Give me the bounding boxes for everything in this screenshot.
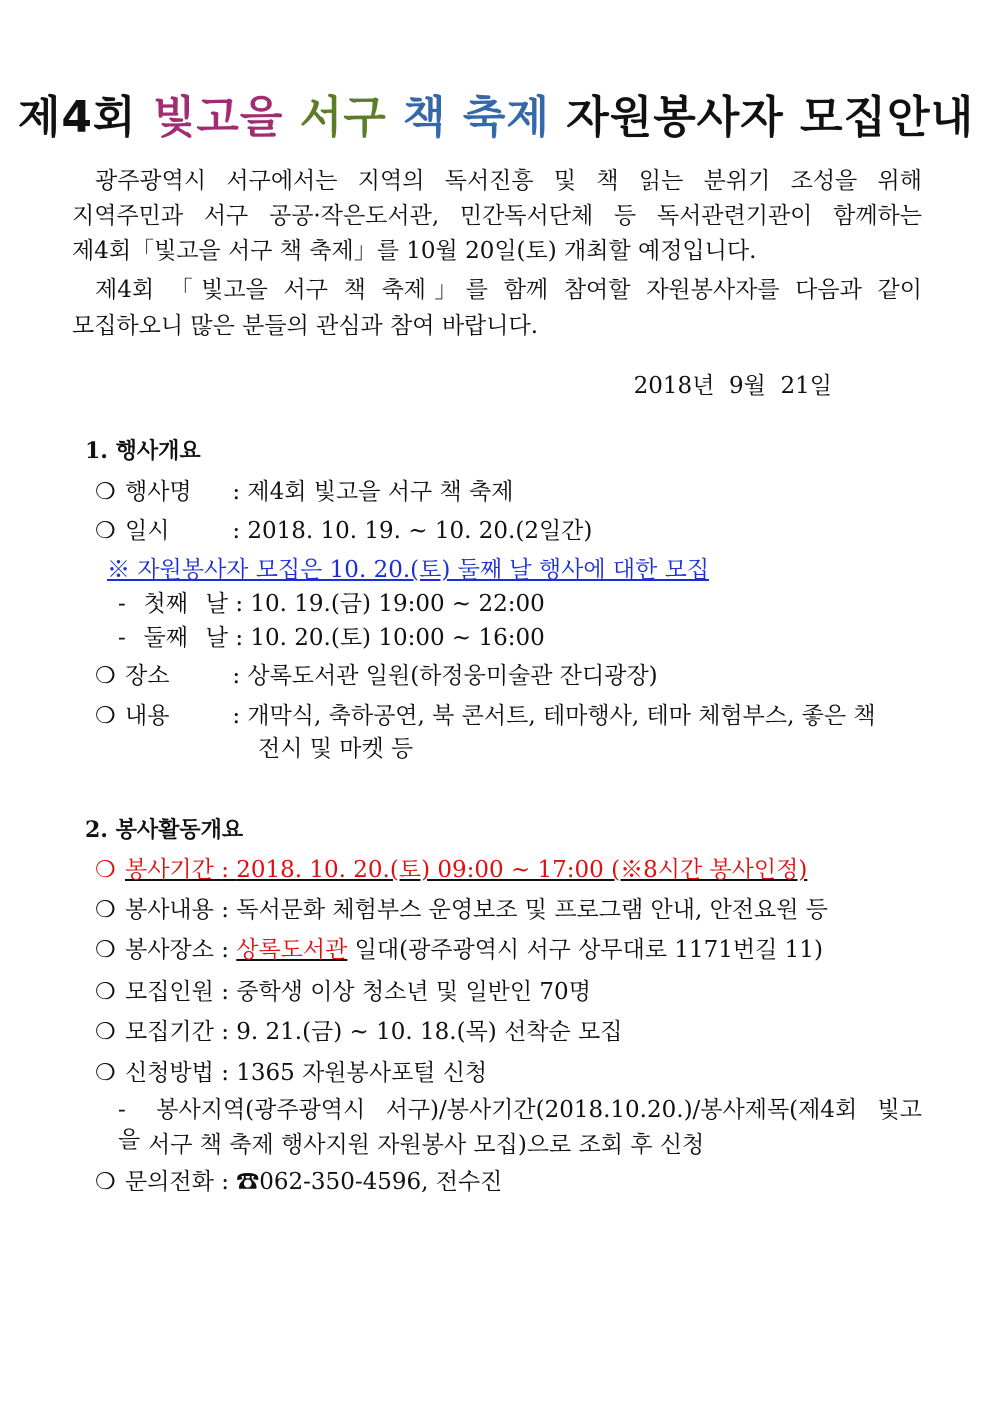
item-label: 봉사장소	[125, 937, 214, 963]
apply-method-item	[95, 1058, 487, 1088]
service-content-item	[95, 895, 828, 925]
colon: :	[221, 1169, 229, 1195]
intro-line: 모집하오니 많은 분들의 관심과 참여 바랍니다.	[72, 313, 539, 339]
item-value: 일대(광주광역시 서구 상무대로 1171번길 11)	[354, 937, 823, 963]
item-value: 상록도서관 일원(하정웅미술관 잔디광장)	[247, 663, 658, 689]
item-value: 2018. 10. 19. ~ 10. 20.(2일간)	[247, 518, 593, 544]
item-value: 2018. 10. 20.(토) 09:00 ~ 17:00 (※8시간 봉사인정)	[236, 857, 808, 883]
item-label: 일시	[125, 518, 170, 544]
item-value: 개막식, 축하공연, 북 콘서트, 테마행사, 테마 체험부스, 좋은 책	[247, 703, 876, 729]
item-value: 중학생 이상 청소년 및 일반인 70명	[236, 979, 591, 1005]
item-value: 독서문화 체험부스 운영보조 및 프로그램 안내, 안전요원 등	[236, 897, 828, 923]
item-label: 봉사내용	[125, 897, 214, 923]
circle-bullet-icon: ❍	[95, 479, 116, 505]
content-item	[95, 701, 876, 731]
circle-bullet-icon: ❍	[95, 663, 116, 689]
intro-line: 광주광역시 서구에서는 지역의 독서진흥 및 책 읽는 분위기 조성을 위해	[95, 168, 922, 194]
circle-bullet-icon: ❍	[95, 857, 116, 883]
intro-line: 제4회 「빛고을 서구 책 축제」를 함께 참여할 자원봉사자를 다음과 같이	[95, 277, 922, 303]
recruit-period-item	[95, 1017, 622, 1047]
volunteer-note: ※ 자원봉사자 모집은 10. 20.(토) 둘째 날 행사에 대한 모집	[107, 557, 710, 583]
colon: :	[221, 857, 229, 883]
colon: :	[232, 663, 241, 689]
colon: :	[221, 1019, 229, 1045]
event-date-item	[95, 516, 592, 546]
colon: :	[221, 937, 229, 963]
item-value: 1365 자원봉사포털 신청	[236, 1060, 488, 1086]
item-label: 장소	[125, 663, 170, 689]
circle-bullet-icon: ❍	[95, 703, 116, 729]
item-value: 9. 21.(금) ~ 10. 18.(목) 선착순 모집	[236, 1019, 623, 1045]
section-heading: 1. 행사개요	[85, 438, 201, 464]
page-title	[0, 88, 992, 148]
apply-detail-line: 서구 책 축제 행사지원 자원봉사 모집)으로 조회 후 신청	[148, 1132, 705, 1158]
item-label: 모집기간	[125, 1019, 214, 1045]
day-item	[118, 589, 545, 619]
item-value: 제4회 빛고을 서구 책 축제	[247, 479, 514, 505]
contact-item	[95, 1167, 502, 1197]
circle-bullet-icon: ❍	[95, 1169, 116, 1195]
intro-line: 제4회「빛고을 서구 책 축제」를 10월 20일(토) 개최할 예정입니다.	[72, 238, 757, 264]
content-item-continued: 전시 및 마켓 등	[258, 736, 414, 762]
circle-bullet-icon: ❍	[95, 979, 116, 1005]
colon: :	[235, 625, 244, 651]
title-part: 책 축제	[403, 92, 550, 143]
item-label: 내용	[125, 703, 170, 729]
day-item	[118, 623, 545, 653]
people-item	[95, 977, 591, 1007]
title-part: 제4회	[17, 92, 137, 143]
item-label: - 첫째 날	[118, 591, 228, 617]
title-part: 빛고을	[152, 92, 284, 143]
event-name-item	[95, 477, 513, 507]
item-label: - 둘째 날	[118, 625, 228, 651]
apply-detail-line: - 봉사지역(광주광역시 서구)/봉사기간(2018.10.20.)/봉사제목(제4회 빛고을	[118, 1097, 922, 1153]
circle-bullet-icon: ❍	[95, 1060, 116, 1086]
circle-bullet-icon: ❍	[95, 1019, 116, 1045]
colon: :	[232, 518, 241, 544]
colon: :	[221, 979, 229, 1005]
document-date: 2018년 9월 21일	[633, 373, 832, 399]
circle-bullet-icon: ❍	[95, 897, 116, 923]
service-place-item	[95, 935, 823, 965]
title-part: 자원봉사자 모집안내	[566, 92, 975, 143]
title-part: 서구	[299, 92, 387, 143]
intro-line: 지역주민과 서구 공공·작은도서관, 민간독서단체 등 독서관련기관이 함께하는	[72, 203, 922, 229]
section-heading: 2. 봉사활동개요	[85, 817, 244, 843]
colon: :	[221, 1060, 229, 1086]
circle-bullet-icon: ❍	[95, 937, 116, 963]
colon: :	[221, 897, 229, 923]
item-label: 행사명	[125, 479, 192, 505]
item-label: 모집인원	[125, 979, 214, 1005]
item-label: 봉사기간	[125, 857, 214, 883]
item-label: 문의전화	[125, 1169, 214, 1195]
item-value: 10. 20.(토) 10:00 ~ 16:00	[250, 625, 545, 651]
item-value: 10. 19.(금) 19:00 ~ 22:00	[250, 591, 545, 617]
item-label: 신청방법	[125, 1060, 214, 1086]
service-period-item	[95, 855, 807, 885]
place-highlight: 상록도서관	[236, 937, 348, 963]
phone-value: ☎062-350-4596, 전수진	[236, 1169, 503, 1195]
colon: :	[235, 591, 244, 617]
place-item	[95, 661, 658, 691]
colon: :	[232, 703, 241, 729]
circle-bullet-icon: ❍	[95, 518, 116, 544]
colon: :	[232, 479, 241, 505]
